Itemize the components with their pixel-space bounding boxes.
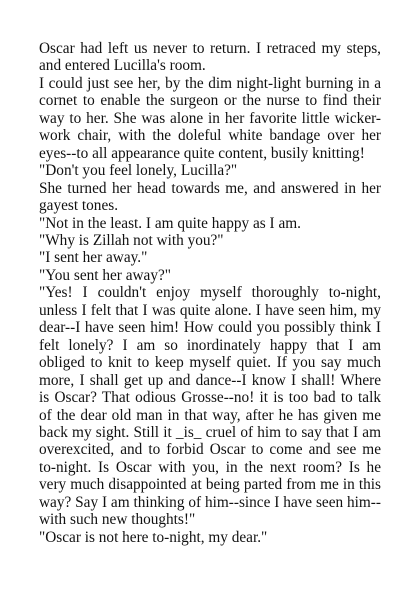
dialogue-oscar-not-here: "Oscar is not here to-night, my dear." <box>39 528 268 546</box>
paragraph-lucilla-knitting: I could just see her, by the dim night-light burning in a cornet to enable the surgeon or the nurse to find their way to her. She was alone in her favorite little wicker-work chair, with the doleful white bandage over her eyes--to all appearance quite content, busily knitting! <box>39 74 381 162</box>
dialogue-not-in-the-least: "Not in the least. I am quite happy as I am. <box>39 214 301 232</box>
book-page <box>39 40 381 546</box>
dialogue-lucilla-speech: "Yes! I couldn't enjoy myself thoroughly to-night, unless I felt that I was quite alone. I have seen him, my dear--I have seen him! How could you possibly think I felt lonely? I am so inordinately happy that I am obliged to knit to keep myself quiet. If you say much more, I shall get up and dance--I know I shall! Where is Oscar? That odious Grosse--no! it is too bad to talk of the dear old man in that way, after he has given me back my sight. Still it _is_ cruel of him to say that I am overexcited, and to forbid Oscar to come and see me to-night. Is Oscar with you, in the next room? Is he very much disappointed at being parted from me in this way? Say I am thinking of him--since I have seen him--with such new thoughts!" <box>39 284 381 529</box>
dialogue-sent-away-question: "You sent her away?" <box>39 266 172 284</box>
dialogue-sent-away: "I sent her away." <box>39 249 148 267</box>
paragraph-oscar-left: Oscar had left us never to return. I retraced my steps, and entered Lucilla's room. <box>39 40 381 75</box>
dialogue-zillah-question: "Why is Zillah not with you?" <box>39 231 224 249</box>
paragraph-gayest-tones: She turned her head towards me, and answered in her gayest tones. <box>39 179 381 215</box>
dialogue-lonely-question: "Don't you feel lonely, Lucilla?" <box>39 162 238 180</box>
